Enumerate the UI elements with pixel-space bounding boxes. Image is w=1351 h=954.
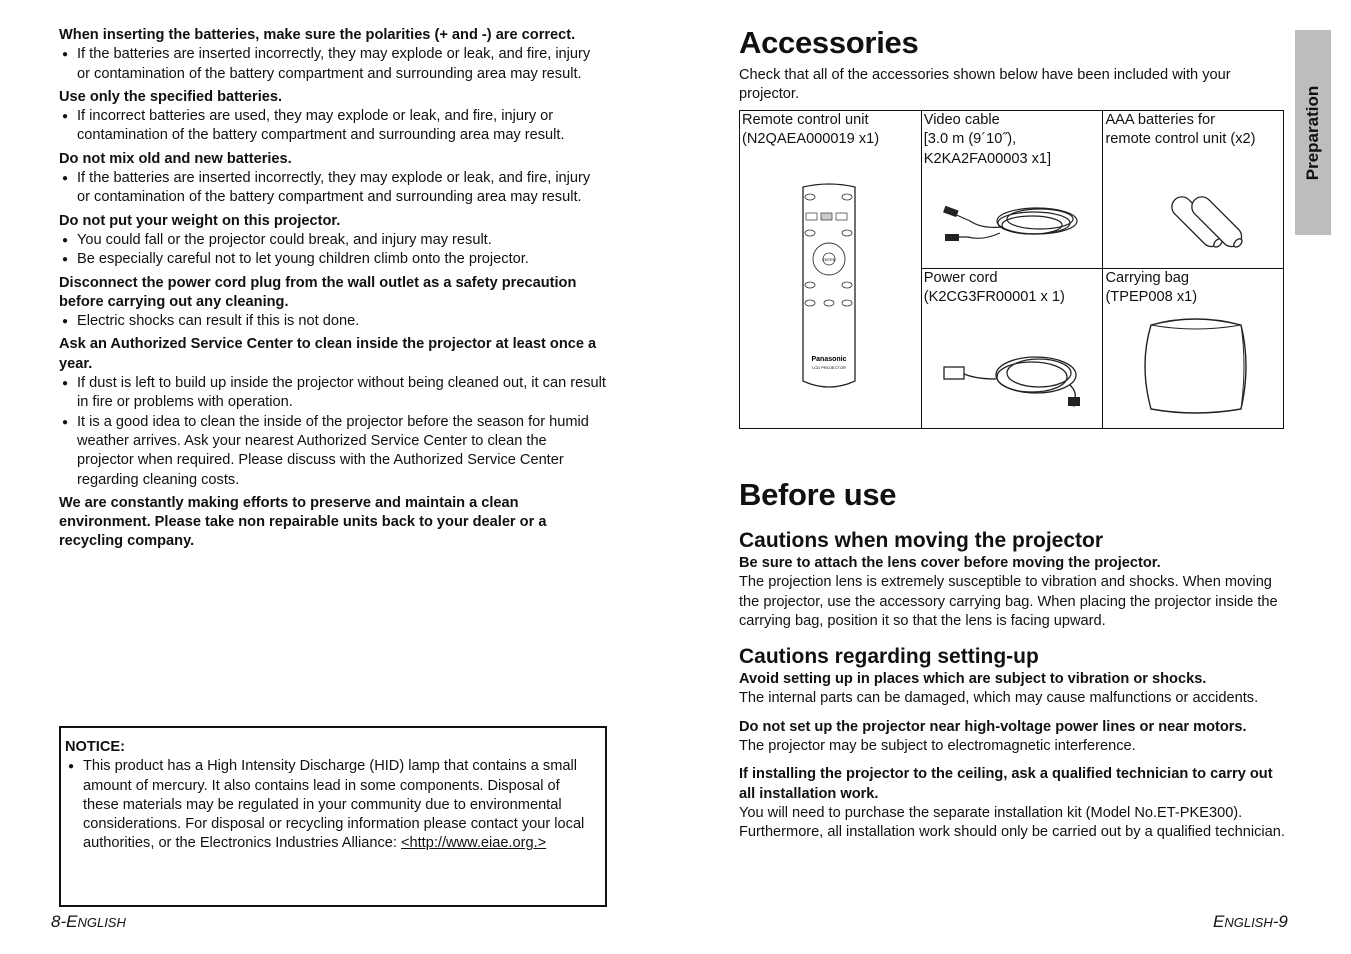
bullet-item: ● Electric shocks can result if this is not done. [59,312,607,331]
folio-number: 8- [51,912,67,931]
section-heading: Cautions regarding setting-up [739,645,1039,669]
bullet-item: ● If incorrect batteries are used, they may explode or leak, and fire, injury or contamination of the battery compartment and surrounding area may result. [59,107,607,146]
notice-text [65,757,593,853]
caution-block [59,88,607,146]
bag-label-1: Carrying bag [1105,270,1189,286]
para-text: The internal parts can be damaged, which may cause malfunctions or accidents. [739,690,1259,707]
bullet-item: ● If dust is left to build up inside the projector without being cleaned out, it can result in fire or problems with operation. [59,374,607,413]
remote-label-2: (N2QAEA000019 x1) [742,131,880,148]
notice-title: NOTICE: [65,739,125,755]
batteries-illustration [1161,183,1251,261]
bullet-item: ● You could fall or the projector could break, and injury may result. [59,231,607,250]
caution-block [59,26,607,84]
remote-label-1: Remote control unit [742,112,869,128]
remote-cell [740,111,922,429]
accessories-table [739,110,1284,429]
caution-heading: Do not mix old and new batteries. [59,150,292,167]
caution-heading: Use only the specified batteries. [59,88,283,105]
video-label-1: Video cable [923,112,1000,128]
video-label-3: K2KA2FA00003 x1] [923,150,1052,167]
para-heading: Be sure to attach the lens cover before moving the projector. [739,555,1161,571]
carrying-bag-illustration [1137,315,1253,419]
bag-label-2: (TPEP008 x1) [1105,289,1198,306]
folio-rest: NGLISH [77,915,126,930]
caution-block [59,494,607,552]
remote-model: LCD PROJECTOR [812,365,846,370]
video-cable-cell [921,111,1103,269]
caution-heading: We are constantly making efforts to preserve and maintain a clean environment. Please take non repairable units back to your dealer or a recycling company. [59,494,547,550]
section-heading: Cautions when moving the projector [739,529,1104,552]
caution-heading: Ask an Authorized Service Center to clean inside the projector at least once a year. [59,336,597,372]
batteries-label-2: remote control unit (x2) [1105,131,1256,148]
bullet-item: ● If the batteries are inserted incorrectly, they may explode or leak, and fire, injury or contamination of the battery compartment and surrounding area may result. [59,45,607,84]
power-cord-illustration [940,345,1088,407]
para-text: The projector may be subject to electromagnetic interference. [739,738,1136,755]
notice-body: This product has a High Intensity Discharge (HID) lamp that contains a small amount of mercury. It also contains lead in some components. Disposal of these materials may be regulated in your community due to environmental considerations. For disposal or recycling information please contact your local authorities, or the Electronics Industries Alliance: [83,758,585,852]
batteries-label-1: AAA batteries for [1105,112,1215,128]
folio-rest: NGLISH [1224,915,1273,930]
caution-heading: When inserting the batteries, make sure the polarities (+ and -) are correct. [59,27,576,43]
batteries-cell [1103,111,1284,269]
page-number-left [51,912,126,932]
before-use-section [739,478,1291,843]
folio-initial: E [66,912,78,931]
power-label-1: Power cord [923,270,998,286]
accessories-intro: Check that all of the accessories shown below have been included with your projector. [739,67,1231,103]
before-use-title: Before use [739,477,897,512]
bullet-item: ● If the batteries are inserted incorrectly, they may explode or leak, and fire, injury or contamination of the battery compartment and surrounding area may result. [59,169,607,208]
caution-block [59,150,607,208]
remote-brand: Panasonic [811,356,847,363]
left-page [59,26,607,556]
para-text: The projection lens is extremely susceptible to vibration and shocks. When moving the projector, use the accessory carrying bag. When placing the projector inside the carrying bag, position it so that the lens is facing upward. [739,574,1278,629]
folio-initial: E [1213,912,1225,931]
page-number-right [1213,912,1288,932]
caution-heading: Disconnect the power cord plug from the wall outlet as a safety precaution before carrying out any cleaning. [59,274,577,310]
eiae-link[interactable]: <http://www.eiae.org.> [400,835,547,852]
remote-control-illustration [797,181,861,393]
bullet-item: ● It is a good idea to clean the inside of the projector before the season for humid weather arrives. Ask your nearest Authorized Service Center to clean the projector when required. Please discuss with the Authorized Service Center regarding cleaning costs. [59,413,607,490]
video-cable-illustration [942,199,1084,255]
side-tab [1295,30,1331,235]
power-cord-cell [921,269,1103,429]
remote-enter-label: ENTER [822,257,836,262]
para-text: You will need to purchase the separate installation kit (Model No.ET-PKE300). Furthermore, all installation work should only be carried out by a qualified technician. [739,804,1285,841]
side-tab-label: Preparation [1303,85,1322,180]
para-heading: Do not set up the projector near high-voltage power lines or near motors. [739,718,1247,735]
bullet-item: ● Be especially careful not to let young children climb onto the projector. [59,250,607,269]
para-heading: If installing the projector to the ceiling, ask a qualified technician to carry out all installation work. [739,766,1273,802]
carrying-bag-cell [1103,269,1284,429]
video-label-2: [3.0 m (9´10˝), [923,131,1017,148]
notice-box [59,726,607,907]
caution-block [59,274,607,332]
para-heading: Avoid setting up in places which are subject to vibration or shocks. [739,671,1207,688]
caution-heading: Do not put your weight on this projector. [59,212,341,229]
right-page [739,26,1284,105]
power-label-2: (K2CG3FR00001 x 1) [923,289,1065,306]
caution-block [59,335,607,489]
accessories-title: Accessories [739,25,919,60]
caution-block [59,212,607,270]
folio-number: -9 [1272,912,1288,931]
